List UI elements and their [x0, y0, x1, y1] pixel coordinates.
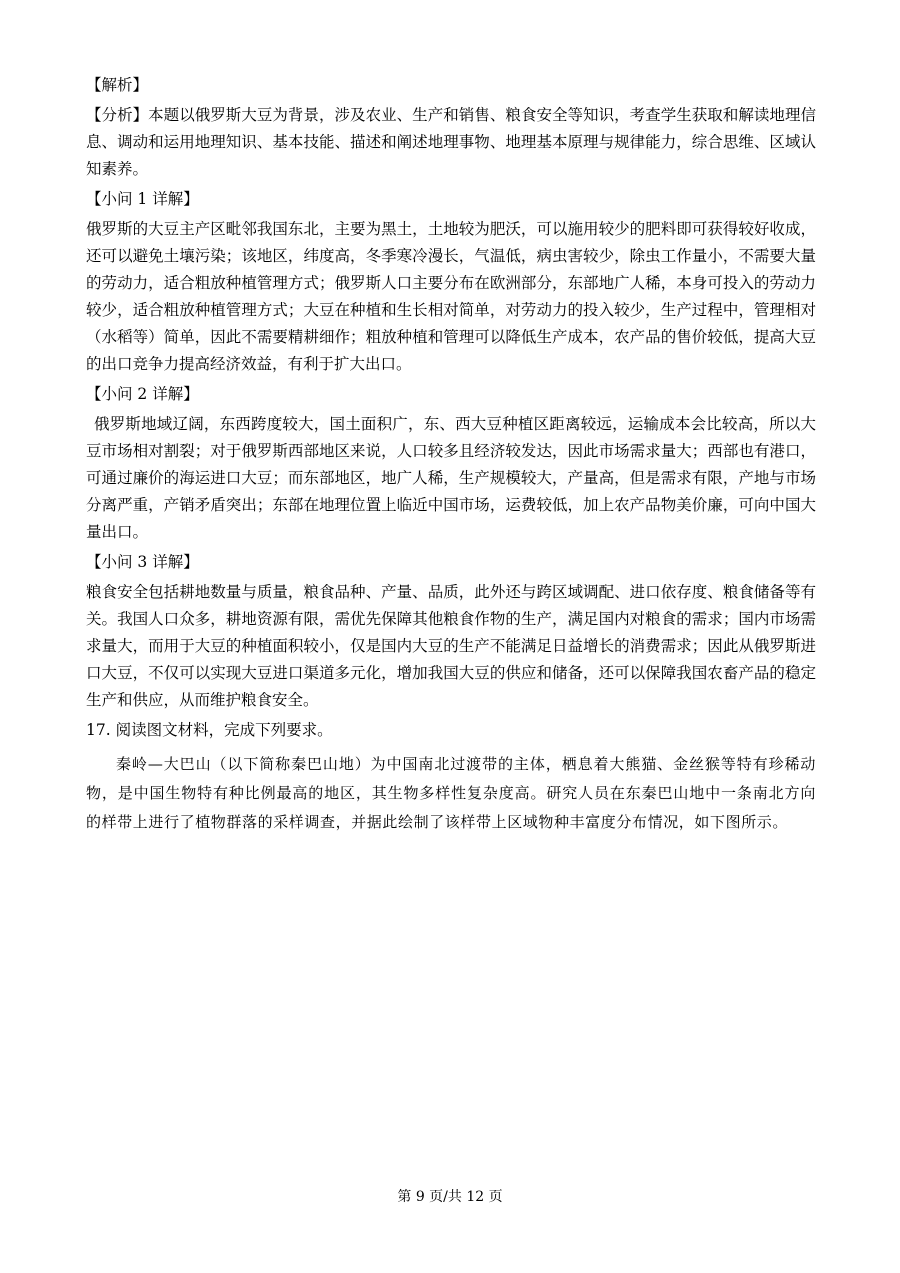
q2-heading: 【小问 2 详解】: [86, 385, 199, 403]
analysis-heading: 【解析】: [86, 76, 149, 94]
page-content: [86, 72, 816, 852]
question-17-stem: 17. 阅读图文材料，完成下列要求。: [86, 721, 333, 739]
q2-paragraph: 俄罗斯地域辽阔，东西跨度较大，国土面积广，东、西大豆种植区距离较远，运输成本会比较高，所以大豆市场相对割裂；对于俄罗斯西部地区来说，人口较多且经济较发达，因此市场需求量大；西部也有港口，可通过廉价的海运进口大豆；而东部地区，地广人稀，生产规模较大，产量高，但是需求有限，产地与市场分离严重，产销矛盾突出；东部在地理位置上临近中国市场，运费较低，加上农产品物美价廉，可向中国大量出口。: [86, 415, 816, 541]
analysis-paragraph: 【分析】本题以俄罗斯大豆为背景，涉及农业、生产和销售、粮食安全等知识，考查学生获取和解读地理信息、调动和运用地理知识、基本技能、描述和阐述地理事物、地理基本原理与规律能力，综合思维、区域认知素养。: [86, 106, 816, 178]
page-footer: 第 9 页/共 12 页: [397, 1189, 503, 1205]
q3-paragraph: 粮食安全包括耕地数量与质量，粮食品种、产量、品质，此外还与跨区域调配、进口依存度、粮食储备等有关。我国人口众多，耕地资源有限，需优先保障其他粮食作物的生产，满足国内对粮食的需求；国内市场需求量大，而用于大豆的种植面积较小，仅是国内大豆的生产不能满足日益增长的消费需求；因此从俄罗斯进口大豆，不仅可以实现大豆进口渠道多元化，增加我国大豆的供应和储备，还可以保障我国农畜产品的稳定生产和供应，从而维护粮食安全。: [86, 583, 816, 709]
question-17-material: 秦岭—大巴山（以下简称秦巴山地）为中国南北过渡带的主体，栖息着大熊猫、金丝猴等特有珍稀动物，是中国生物特有种比例最高的地区，其生物多样性复杂度高。研究人员在东秦巴山地中一条南北方向的样带上进行了植物群落的采样调查，并据此绘制了该样带上区域物种丰富度分布情况，如下图所示。: [86, 755, 816, 831]
q3-heading: 【小问 3 详解】: [86, 553, 199, 571]
q1-heading: 【小问 1 详解】: [86, 190, 199, 208]
q1-paragraph: 俄罗斯的大豆主产区毗邻我国东北，主要为黑土，土地较为肥沃，可以施用较少的肥料即可获得较好收成，还可以避免土壤污染；该地区，纬度高，冬季寒冷漫长，气温低，病虫害较少，除虫工作量小，不需要大量的劳动力，适合粗放种植管理方式；俄罗斯人口主要分布在欧洲部分，东部地广人稀，本身可投入的劳动力较少，适合粗放种植管理方式；大豆在种植和生长相对简单，对劳动力的投入较少，生产过程中，管理相对（水稻等）简单，因此不需要精耕细作；粗放种植和管理可以降低生产成本，农产品的售价较低，提高大豆的出口竞争力提高经济效益，有利于扩大出口。: [86, 220, 816, 373]
